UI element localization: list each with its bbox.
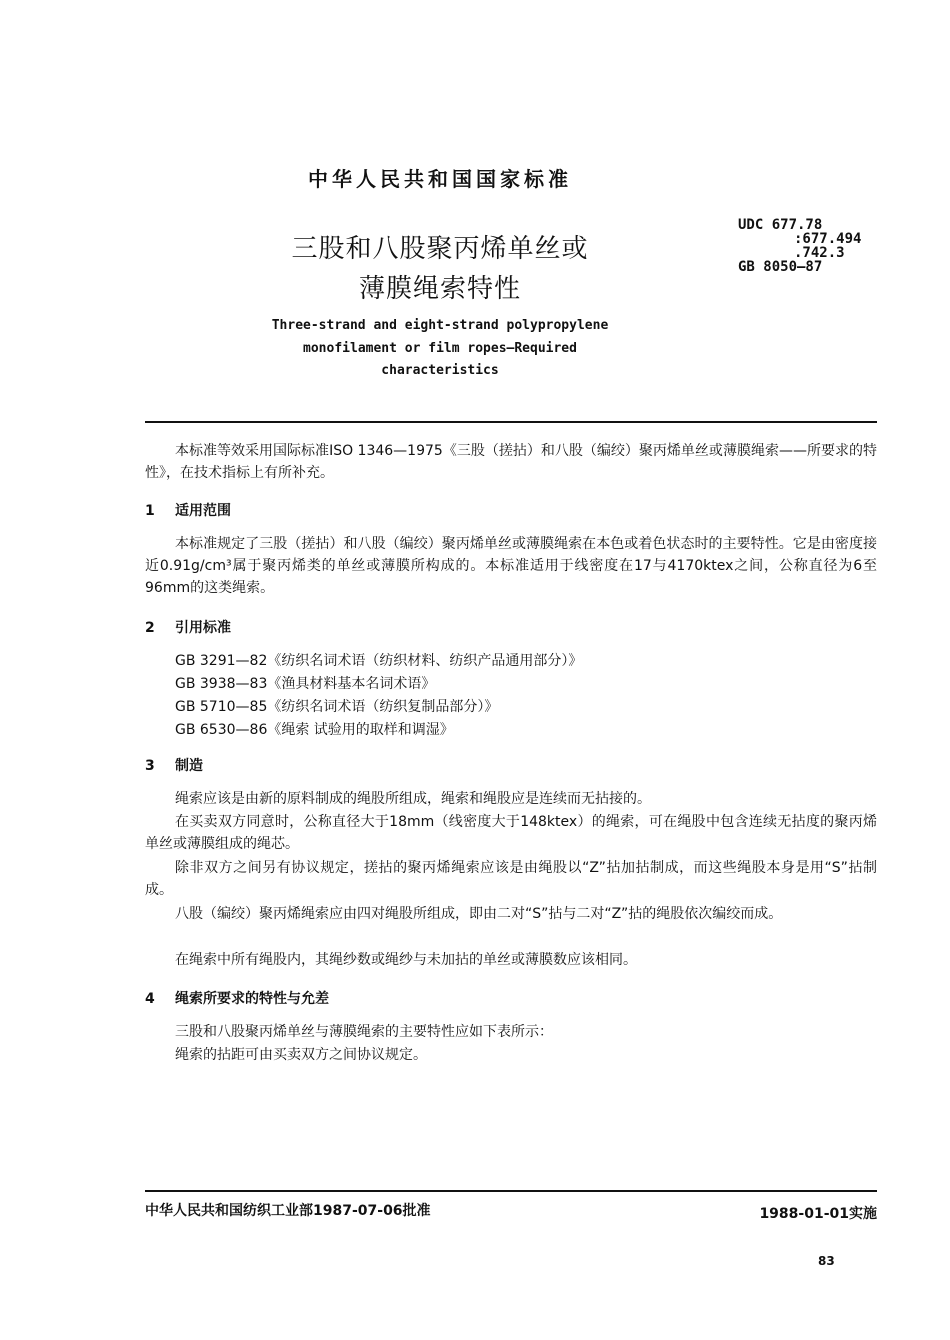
reference-item: GB 5710—85《纺织名词术语（纺织复制品部分）》 bbox=[175, 699, 499, 715]
reference-item: GB 3938—83《渔具材料基本名词术语》 bbox=[175, 676, 436, 692]
section-number: 4 bbox=[145, 991, 155, 1007]
reference-item: GB 6530—86《绳索 试验用的取样和调湿》 bbox=[175, 722, 454, 738]
section-4-heading bbox=[145, 988, 329, 1008]
udc-block bbox=[738, 218, 861, 274]
page-number: 83 bbox=[818, 1254, 835, 1268]
section-title: 制造 bbox=[175, 758, 203, 774]
chinese-title-line1: 三股和八股聚丙烯单丝或 bbox=[291, 234, 589, 264]
approval-note: 中华人民共和国纺织工业部1987-07-06批准 bbox=[145, 1203, 431, 1219]
section-3-paragraph: 八股（编绞）聚丙烯绳索应由四对绳股所组成，即由二对“S”拈与二对“Z”拈的绳股依次编绞而成。 bbox=[175, 906, 783, 922]
top-divider bbox=[145, 421, 877, 423]
section-4-paragraph: 绳索的拈距可由买卖双方之间协议规定。 bbox=[175, 1047, 427, 1063]
section-3-paragraph: 在买卖双方同意时，公称直径大于18mm（线密度大于148ktex）的绳索，可在绳股中包含连续无拈度的聚丙烯单丝或薄膜组成的绳芯。 bbox=[145, 814, 877, 852]
bottom-divider bbox=[145, 1190, 877, 1192]
section-2-heading bbox=[145, 617, 231, 637]
section-3-paragraph: 绳索应该是由新的原料制成的绳股所组成，绳索和绳股应是连续而无拈接的。 bbox=[175, 791, 651, 807]
udc-line2: :677.494 bbox=[794, 231, 862, 247]
section-number: 1 bbox=[145, 503, 155, 519]
english-title-line2: monofilament or film ropes—Required bbox=[303, 341, 577, 356]
english-title-line3: characteristics bbox=[381, 363, 499, 378]
udc-line1: UDC 677.78 bbox=[738, 217, 823, 233]
section-1-paragraph: 本标准规定了三股（搓拈）和八股（编绞）聚丙烯单丝或薄膜绳索在本色或着色状态时的主要特性。它是由密度接近0.91g/cm³属于聚丙烯类的单丝或薄膜所构成的。本标准适用于线密度在17与4170ktex之间，公称直径为6至96mm的这类绳索。 bbox=[145, 536, 877, 596]
section-3-paragraph: 除非双方之间另有协议规定，搓拈的聚丙烯绳索应该是由绳股以“Z”拈加拈制成，而这些绳股本身是用“S”拈制成。 bbox=[145, 860, 877, 898]
chinese-title-line2: 薄膜绳索特性 bbox=[358, 274, 521, 304]
section-1-heading bbox=[145, 500, 231, 520]
reference-item: GB 3291—82《纺织名词术语（纺织材料、纺织产品通用部分）》 bbox=[175, 653, 583, 669]
section-3-paragraph: 在绳索中所有绳股内，其绳纱数或绳纱与未加拈的单丝或薄膜数应该相同。 bbox=[175, 952, 637, 968]
gb-number: GB 8050—87 bbox=[738, 259, 823, 275]
section-title: 引用标准 bbox=[175, 620, 231, 636]
section-4-paragraph: 三股和八股聚丙烯单丝与薄膜绳索的主要特性应如下表所示： bbox=[175, 1024, 553, 1040]
udc-line3: .742.3 bbox=[794, 245, 845, 261]
section-title: 绳索所要求的特性与允差 bbox=[175, 991, 329, 1007]
section-number: 3 bbox=[145, 758, 155, 774]
section-3-heading bbox=[145, 755, 203, 775]
intro-paragraph: 本标准等效采用国际标准ISO 1346—1975《三股（搓拈）和八股（编绞）聚丙烯单丝或薄膜绳索——所要求的特性》，在技术指标上有所补充。 bbox=[145, 443, 877, 481]
implementation-date: 1988-01-01实施 bbox=[759, 1206, 877, 1222]
section-number: 2 bbox=[145, 620, 155, 636]
section-title: 适用范围 bbox=[175, 503, 231, 519]
standard-header: 中华人民共和国国家标准 bbox=[308, 167, 572, 191]
english-title-line1: Three-strand and eight-strand polypropylene bbox=[271, 318, 609, 333]
